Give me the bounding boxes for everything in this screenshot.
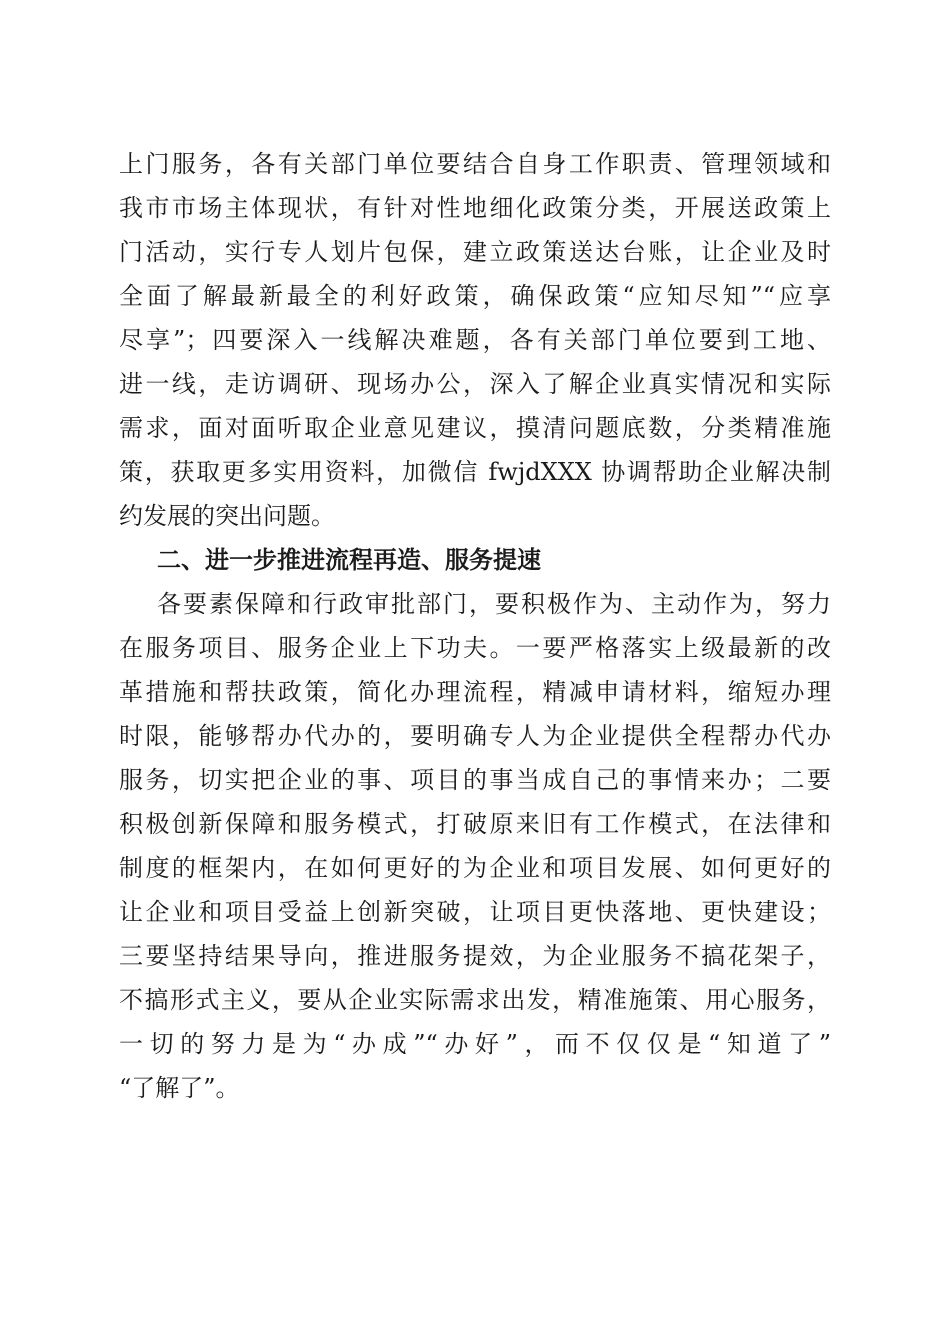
paragraph-line: 门活动，实行专人划片包保，建立政策送达台账，让企业及时 [119, 238, 831, 266]
paragraph-line: “了解了”。 [119, 1074, 240, 1102]
paragraph-line: 全面了解最新最全的利好政策，确保政策“应知尽知”“应享 [119, 282, 831, 310]
paragraph-line: 尽享”；四要深入一线解决难题，各有关部门单位要到工地、 [119, 326, 831, 354]
section-heading: 二、进一步推进流程再造、服务提速 [157, 546, 541, 574]
paragraph-line: 革措施和帮扶政策，简化办理流程，精减申请材料，缩短办理 [119, 678, 831, 706]
paragraph-continued [119, 142, 831, 538]
paragraph-line: 让企业和项目受益上创新突破，让项目更快落地、更快建设； [119, 898, 831, 926]
paragraph-line: 需求，面对面听取企业意见建议，摸清问题底数，分类精准施 [119, 414, 831, 442]
paragraph-line: 服务，切实把企业的事、项目的事当成自己的事情来办；二要 [119, 766, 831, 794]
paragraph-line: 三要坚持结果导向，推进服务提效，为企业服务不搞花架子， [119, 942, 831, 970]
paragraph-line: 进一线，走访调研、现场办公，深入了解企业真实情况和实际 [119, 370, 831, 398]
paragraph-section-two [119, 582, 831, 1110]
paragraph-line: 我市市场主体现状，有针对性地细化政策分类，开展送政策上 [119, 194, 831, 222]
paragraph-line: 不搞形式主义，要从企业实际需求出发，精准施策、用心服务， [119, 986, 831, 1014]
paragraph-line: 在服务项目、服务企业上下功夫。一要严格落实上级最新的改 [119, 634, 831, 662]
paragraph-line: 约发展的突出问题。 [119, 502, 335, 530]
document-body [119, 142, 831, 1110]
paragraph-line: 制度的框架内，在如何更好的为企业和项目发展、如何更好的 [119, 854, 831, 882]
paragraph-line: 一切的努力是为“办成”“办好”，而不仅仅是“知道了” [119, 1030, 831, 1058]
paragraph-line: 各要素保障和行政审批部门，要积极作为、主动作为，努力 [157, 590, 831, 618]
paragraph-line: 上门服务，各有关部门单位要结合自身工作职责、管理领域和 [119, 150, 831, 178]
paragraph-line: 策，获取更多实用资料，加微信 fwjdXXX 协调帮助企业解决制 [119, 458, 831, 486]
paragraph-line: 时限，能够帮办代办的，要明确专人为企业提供全程帮办代办 [119, 722, 831, 750]
paragraph-line: 积极创新保障和服务模式，打破原来旧有工作模式，在法律和 [119, 810, 831, 838]
